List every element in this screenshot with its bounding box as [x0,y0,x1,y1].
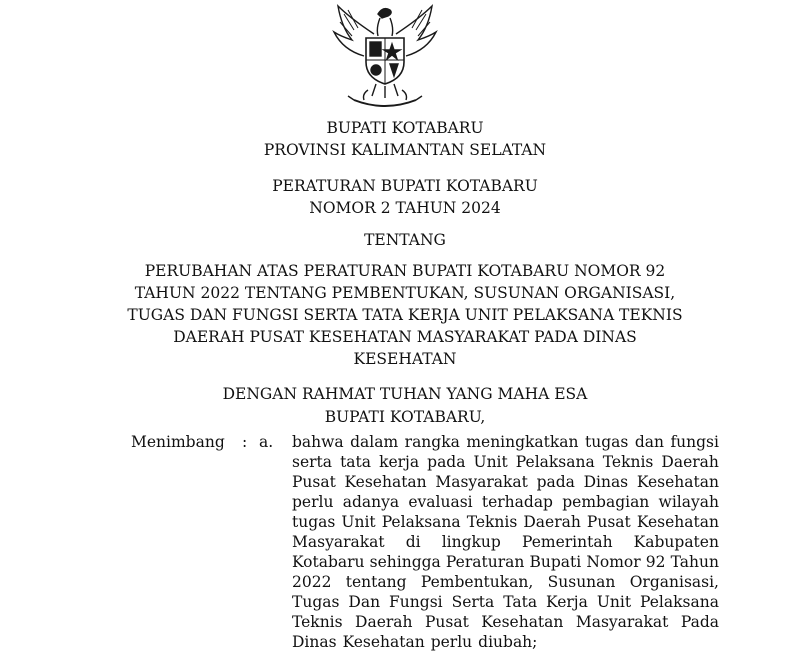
subject-line: PERUBAHAN ATAS PERATURAN BUPATI KOTABARU NOMOR 92 [144,262,666,280]
paragraph-line [292,512,719,532]
paragraph-word: bahwa [292,433,344,451]
paragraph-word: pada [536,473,575,491]
paragraph-line [292,612,719,632]
paragraph-word: evaluasi [408,493,473,511]
paragraph-word: Susunan [547,573,616,591]
garuda-emblem-icon [318,0,452,112]
paragraph-word: tugas [292,513,336,531]
province-heading: PROVINSI KALIMANTAN SELATAN [263,141,547,159]
paragraph-word: Bupati [529,553,582,571]
paragraph-word: Pembentukan, [420,573,534,591]
paragraph-word: tata [340,453,372,471]
paragraph-word: Masyarakat [292,533,385,551]
paragraph-word: Daerah [523,513,581,531]
paragraph-line [292,632,719,652]
paragraph-word: pada [427,453,466,471]
paragraph-word: Serta [451,593,495,611]
paragraph-line [292,572,719,592]
paragraph-word: lingkup [441,533,501,551]
paragraph-word: perlu [430,633,473,651]
paragraph-word: Kerja [546,593,588,611]
paragraph-word: sehingga [369,553,441,571]
authority-line: BUPATI KOTABARU, [324,408,486,426]
paragraph-line [292,472,719,492]
paragraph-word: Unit [341,513,376,531]
considering-separator: : [242,433,248,451]
paragraph-line [292,552,719,572]
regulation-title: PERATURAN BUPATI KOTABARU [272,177,538,195]
paragraph-word: Teknis [292,613,343,631]
paragraph-word: Pelaksana [640,593,719,611]
paragraph-word: Unit [596,593,632,611]
paragraph-word: Dan [348,593,381,611]
paragraph-word: Pusat [292,473,336,491]
subject-line: DAERAH PUSAT KESEHATAN MASYARAKAT PADA DINAS [173,328,637,346]
subject-line: KESEHATAN [353,350,457,368]
paragraph-word: Unit [473,453,508,471]
paragraph-word: wilayah [658,493,719,511]
paragraph-word: Teknis [602,453,654,471]
paragraph-word: Pusat [424,613,469,631]
paragraph-word: Daerah [661,453,719,471]
paragraph-word: Masyarakat [575,613,669,631]
subject-line: TUGAS DAN FUNGSI SERTA TATA KERJA UNIT PELAKSANA TEKNIS [127,306,683,324]
paragraph-word: Pelaksana [515,453,595,471]
paragraph-word: Teknis [466,513,518,531]
paragraph-word: pembagian [562,493,650,511]
regulation-about: TENTANG [364,231,446,249]
paragraph-line [292,492,719,512]
paragraph-word: meningkatkan [466,433,579,451]
paragraph-word: serta [292,453,333,471]
paragraph-word: Kesehatan [342,633,425,651]
subject-line: TAHUN 2022 TENTANG PEMBENTUKAN, SUSUNAN ORGANISASI, [134,284,676,302]
paragraph-word: Kesehatan [636,473,719,491]
paragraph-word: dalam [350,433,399,451]
considering-label: Menimbang [131,433,225,451]
paragraph-word: Dinas [292,633,337,651]
paragraph-word: adanya [342,493,400,511]
paragraph-word: tugas [585,433,629,451]
item-marker: a. [259,433,274,451]
paragraph-word: di [405,533,421,551]
paragraph-word: Daerah [355,613,413,631]
paragraph-word: Pusat [586,513,631,531]
paragraph-word: Fungsi [389,593,443,611]
paragraph-line [292,452,719,472]
paragraph-word: tentang [345,573,407,591]
paragraph-word: rangka [404,433,460,451]
paragraph-word: Tahun [670,553,719,571]
paragraph-word: fungsi [670,433,719,451]
paragraph-word: dan [634,433,664,451]
paragraph-word: Peraturan [445,553,525,571]
blessing-line: DENGAN RAHMAT TUHAN YANG MAHA ESA [222,385,588,403]
paragraph-word: Tata [503,593,538,611]
paragraph-word: Kabupaten [633,533,719,551]
paragraph-word: Pelaksana [381,513,461,531]
paragraph-word: kerja [379,453,420,471]
paragraph-word: Kesehatan [344,473,427,491]
paragraph-line [292,532,719,552]
paragraph-word: 92 [645,553,666,571]
paragraph-word: diubah; [478,633,538,651]
paragraph-word: Kotabaru [292,553,365,571]
paragraph-word: Dinas [583,473,629,491]
paragraph-word: Masyarakat [435,473,528,491]
paragraph-word: terhadap [481,493,553,511]
paragraph-word: Pemerintah [521,533,613,551]
paragraph-word: perlu [292,493,334,511]
paragraph-line [292,592,719,612]
paragraph-word: Nomor [586,553,641,571]
paragraph-word: Pada [680,613,719,631]
regent-heading: BUPATI KOTABARU [326,119,484,137]
regulation-number: NOMOR 2 TAHUN 2024 [309,199,501,217]
paragraph-line [292,432,719,452]
paragraph-word: Organisasi, [629,573,719,591]
paragraph-word: 2022 [292,573,332,591]
paragraph-word: Kesehatan [481,613,564,631]
considering-paragraph [292,432,719,652]
paragraph-word: Tugas [292,593,340,611]
paragraph-word: Kesehatan [636,513,719,531]
